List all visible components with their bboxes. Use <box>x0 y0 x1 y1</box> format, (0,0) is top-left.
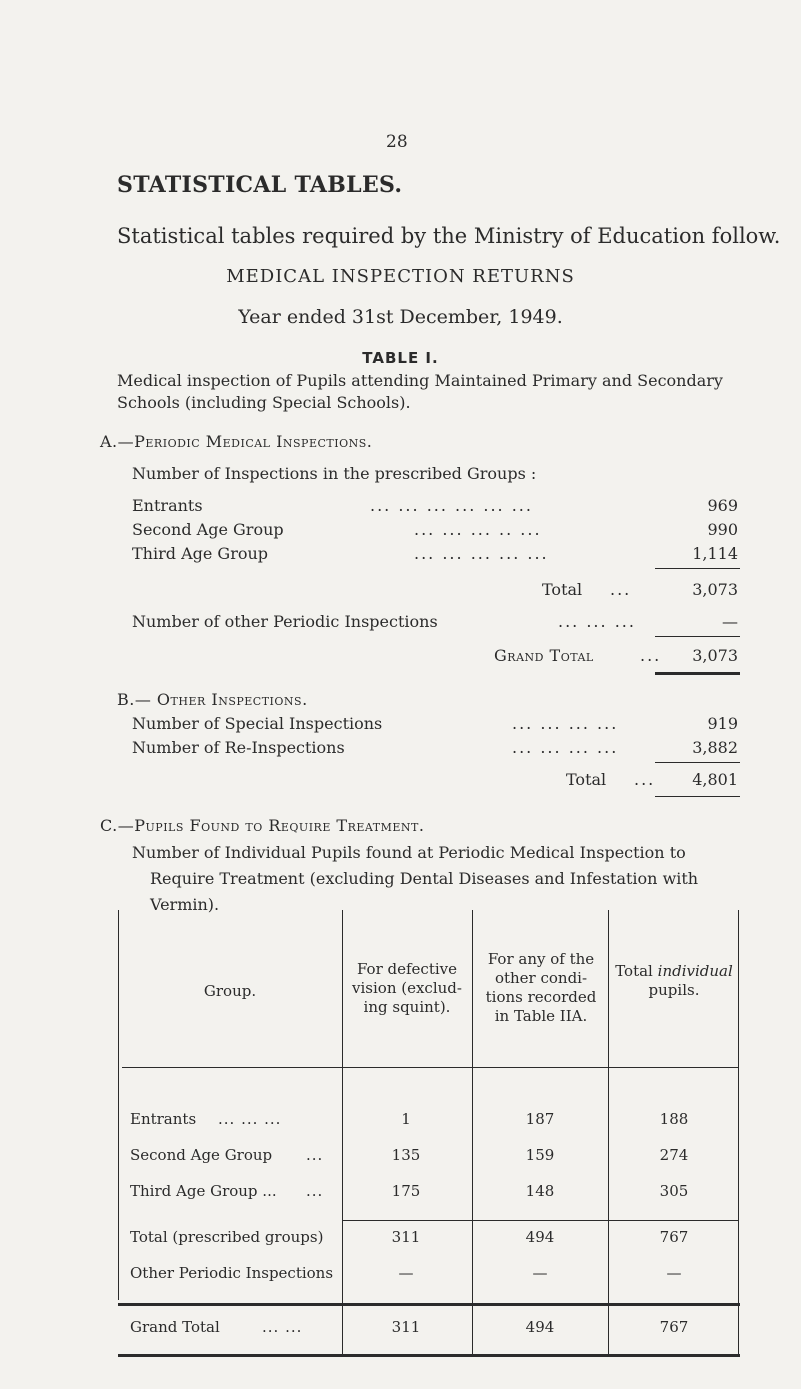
section-b-heading <box>117 690 308 709</box>
cell-vision: 175 <box>391 1182 421 1200</box>
table-divider <box>608 910 609 1355</box>
other-periodic-label: Number of other Periodic Inspections <box>132 612 438 631</box>
table-divider <box>342 910 343 1355</box>
grand-total-label: Grand Total <box>494 646 594 665</box>
page-heading: STATISTICAL TABLES. <box>117 172 403 198</box>
cell-other: 494 <box>525 1228 555 1246</box>
table-row-label: Third Age Group ... <box>130 1182 277 1200</box>
total-value: 3,073 <box>692 580 738 599</box>
grand-total-rule <box>655 636 740 637</box>
total-dots: ... <box>610 580 632 599</box>
row-dots: ... ... ... ... <box>512 738 619 757</box>
row-label-third-age: Third Age Group <box>132 544 269 563</box>
table-row-label: Total (prescribed groups) <box>130 1228 324 1246</box>
cell-other: 159 <box>525 1146 555 1164</box>
cell-total: — <box>666 1264 682 1282</box>
table-row-dots: ... <box>306 1182 324 1200</box>
other-periodic-value: — <box>722 612 738 631</box>
section-c-label: C.—Pupils Found to Require Treatment. <box>100 816 425 835</box>
cell-other: 494 <box>525 1318 555 1336</box>
row-value-reinspections: 3,882 <box>692 738 738 757</box>
subtotal-rule <box>655 568 740 569</box>
cell-vision: — <box>398 1264 414 1282</box>
section-c-heading <box>100 816 424 835</box>
grand-total-dots: ... <box>640 646 662 665</box>
col-header-vision: For defective vision (exclud-ing squint). <box>352 960 462 1016</box>
section-c-description: Number of Individual Pupils found at Periodic Medical Inspection to Require Treatment (excluding Dental Diseases and Infestation with Vermin). <box>132 843 699 914</box>
subtotal-rule <box>655 762 740 763</box>
cell-total: 767 <box>659 1228 689 1246</box>
table-row-dots: ... ... ... <box>218 1110 282 1128</box>
year-line: Year ended 31st December, 1949. <box>238 306 563 328</box>
col-header-other: For any of the other condi-tions recorded in Table IIA. <box>485 950 597 1025</box>
cell-vision: 135 <box>391 1146 421 1164</box>
col-header-total-text: Total individual pupils. <box>615 962 733 999</box>
grand-total-rule <box>118 1303 740 1306</box>
table-row-label: Entrants <box>130 1110 197 1128</box>
grand-total-double-rule <box>655 672 740 675</box>
total-dots: ... <box>634 770 656 789</box>
cell-vision: 1 <box>401 1110 411 1128</box>
grand-total-value: 3,073 <box>692 646 738 665</box>
row-label-entrants: Entrants <box>132 496 203 515</box>
table-divider <box>472 910 473 1355</box>
col-header-group: Group. <box>203 982 257 1000</box>
cell-other: 187 <box>525 1110 555 1128</box>
row-value-second-age: 990 <box>707 520 738 539</box>
cell-other: 148 <box>525 1182 555 1200</box>
section-a-heading <box>100 432 372 451</box>
row-value-third-age: 1,114 <box>692 544 738 563</box>
row-label-second-age: Second Age Group <box>132 520 284 539</box>
header-rule <box>122 1067 738 1068</box>
subheading: MEDICAL INSPECTION RETURNS <box>226 266 575 287</box>
total-label: Total <box>542 580 583 599</box>
cell-total: 305 <box>659 1182 689 1200</box>
section-a-lead: Number of Inspections in the prescribed Groups : <box>132 464 537 483</box>
subtotal-rule <box>342 1220 738 1221</box>
table-bottom-rule <box>118 1354 740 1357</box>
total-rule <box>655 796 740 797</box>
page-number: 28 <box>386 132 408 152</box>
cell-vision: 311 <box>391 1318 421 1336</box>
other-periodic-dots: ... ... ... <box>558 612 636 631</box>
table-row-dots: ... ... <box>262 1318 303 1336</box>
cell-total: 767 <box>659 1318 689 1336</box>
table-row-label: Other Periodic Inspections <box>130 1264 334 1282</box>
cell-total: 274 <box>659 1146 689 1164</box>
table-title: TABLE I. <box>362 349 439 367</box>
section-b-label: B.— Other Inspections. <box>117 690 308 709</box>
table-row-label: Grand Total <box>130 1318 220 1336</box>
total-label: Total <box>566 770 607 789</box>
table-description: Medical inspection of Pupils attending Maintained Primary and Secondary Schools (including Special Schools). <box>117 371 723 412</box>
cell-total: 188 <box>659 1110 689 1128</box>
row-value-special: 919 <box>707 714 738 733</box>
cell-vision: 311 <box>391 1228 421 1246</box>
row-label-special: Number of Special Inspections <box>132 714 383 733</box>
table-row-dots: ... <box>306 1146 324 1164</box>
total-value: 4,801 <box>692 770 738 789</box>
row-dots: ... ... ... ... <box>512 714 619 733</box>
section-a-label: A.—Periodic Medical Inspections. <box>100 432 373 451</box>
row-dots: ... ... ... .. ... <box>414 520 542 539</box>
row-label-reinspections: Number of Re-Inspections <box>132 738 345 757</box>
row-dots: ... ... ... ... ... <box>414 544 549 563</box>
intro-text: Statistical tables required by the Ministry of Education follow. <box>117 224 781 248</box>
table-border-left <box>118 910 119 1300</box>
table-row-label: Second Age Group <box>130 1146 273 1164</box>
table-border-right <box>738 910 739 1355</box>
row-dots: ... ... ... ... ... ... <box>370 496 533 515</box>
cell-other: — <box>532 1264 548 1282</box>
col-header-total <box>614 962 734 1000</box>
row-value-entrants: 969 <box>707 496 738 515</box>
